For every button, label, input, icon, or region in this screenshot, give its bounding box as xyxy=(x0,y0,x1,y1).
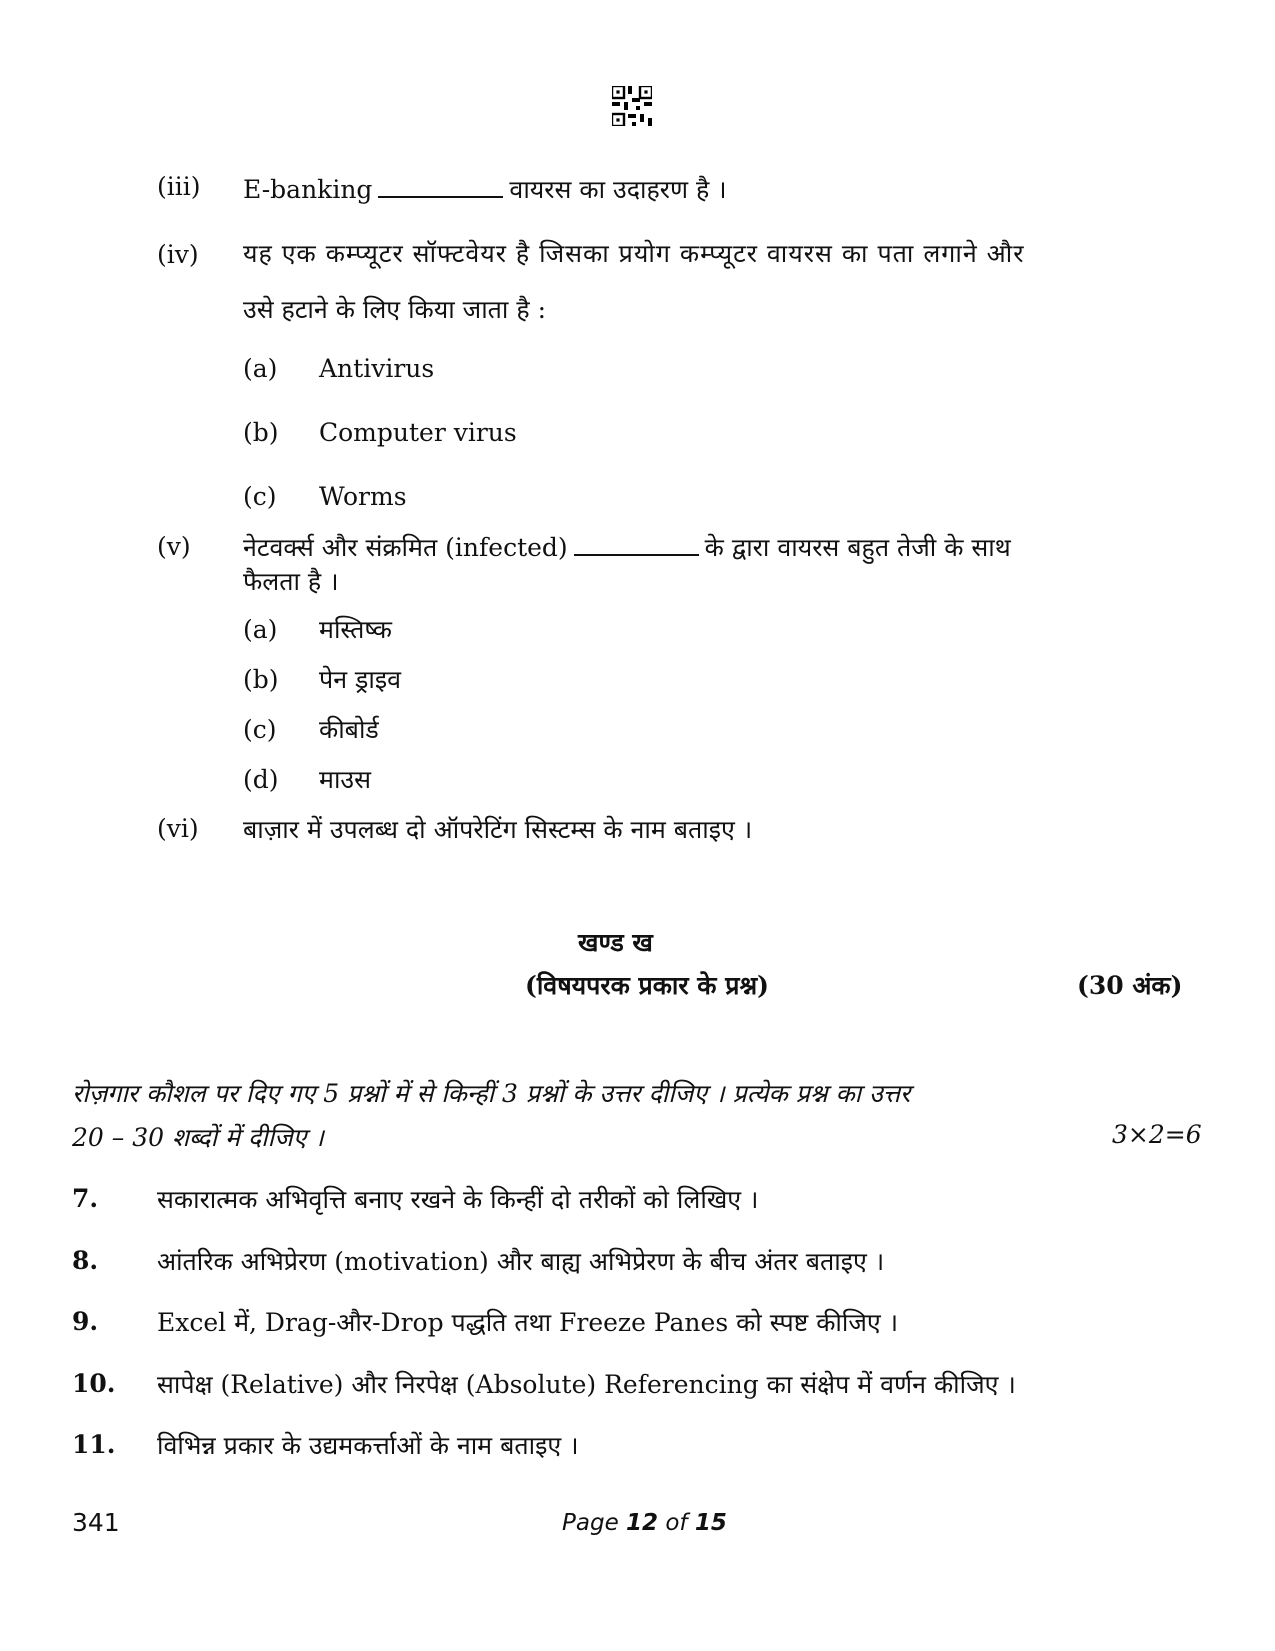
question-iv-number: (iv) xyxy=(157,240,199,269)
question-v-text-before: नेटवर्क्स और संक्रमित (infected) xyxy=(243,533,568,562)
question-iii-text xyxy=(243,172,727,206)
page-number xyxy=(562,1510,727,1536)
section-title: खण्ड ख xyxy=(578,928,653,957)
question-text: विभिन्न प्रकार के उद्यमकर्त्ताओं के नाम बताइए । xyxy=(157,1431,579,1460)
question-v-number: (v) xyxy=(157,532,191,561)
question-iii-text-before: E-banking xyxy=(243,175,373,204)
option-label: (c) xyxy=(243,482,277,511)
question-iii-number: (iii) xyxy=(157,172,201,201)
question-v-line1 xyxy=(243,530,1011,564)
paper-code: 341 xyxy=(72,1508,120,1537)
option-label: (b) xyxy=(243,665,279,694)
qr-code xyxy=(612,86,652,130)
section-marks: (30 अंक) xyxy=(1077,971,1183,1000)
question-text: सकारात्मक अभिवृत्ति बनाए रखने के किन्हीं दो तरीकों को लिखिए । xyxy=(157,1185,759,1214)
option-text: माउस xyxy=(319,765,372,794)
question-iv-line1: यह एक कम्प्यूटर सॉफ्टवेयर है जिसका प्रयोग कम्प्यूटर वायरस का पता लगाने और xyxy=(243,239,1025,268)
option-text: पेन ड्राइव xyxy=(319,665,402,694)
question-text: आंतरिक अभिप्रेरण (motivation) और बाह्य अभिप्रेरण के बीच अंतर बताइए । xyxy=(157,1247,885,1276)
question-vi-number: (vi) xyxy=(157,814,199,843)
question-number: 8. xyxy=(72,1246,99,1275)
fill-blank xyxy=(574,536,699,556)
option-label: (a) xyxy=(243,354,278,383)
question-iv-line2: उसे हटाने के लिए किया जाता है : xyxy=(243,295,547,324)
option-label: (a) xyxy=(243,615,278,644)
option-text: Computer virus xyxy=(319,418,517,447)
fill-blank xyxy=(378,178,503,198)
option-label: (d) xyxy=(243,765,279,794)
page-total: 15 xyxy=(694,1510,727,1536)
option-text: मस्तिष्क xyxy=(319,615,392,644)
question-v-text-after: के द्वारा वायरस बहुत तेजी के साथ xyxy=(704,533,1011,562)
page-of: of xyxy=(658,1510,695,1536)
instruction-line1: रोज़गार कौशल पर दिए गए 5 प्रश्नों में से किन्हीं 3 प्रश्नों के उत्तर दीजिए । प्रत्येक प्रश्न का उत्तर xyxy=(72,1079,911,1108)
qr-code-icon xyxy=(612,86,652,126)
instruction-line2: 20 – 30 शब्दों में दीजिए । xyxy=(72,1123,324,1152)
question-vi-text: बाज़ार में उपलब्ध दो ऑपरेटिंग सिस्टम्स के नाम बताइए । xyxy=(243,815,753,844)
question-number: 11. xyxy=(72,1430,116,1459)
question-number: 7. xyxy=(72,1184,99,1213)
option-text: Antivirus xyxy=(319,354,435,383)
question-number: 10. xyxy=(72,1369,116,1398)
page-prefix: Page xyxy=(562,1510,627,1536)
question-text: सापेक्ष (Relative) और निरपेक्ष (Absolute) Referencing का संक्षेप में वर्णन कीजिए । xyxy=(157,1370,1016,1399)
option-text: कीबोर्ड xyxy=(319,715,379,744)
page-current: 12 xyxy=(626,1510,659,1536)
question-iii-text-after: वायरस का उदाहरण है । xyxy=(509,175,727,204)
option-label: (b) xyxy=(243,418,279,447)
option-label: (c) xyxy=(243,715,277,744)
question-number: 9. xyxy=(72,1307,99,1336)
option-text: Worms xyxy=(319,482,407,511)
section-subtitle: (विषयपरक प्रकार के प्रश्न) xyxy=(525,971,769,1000)
question-text: Excel में, Drag-और-Drop पद्धति तथा Freeze Panes को स्पष्ट कीजिए । xyxy=(157,1308,899,1337)
instruction-marks: 3×2=6 xyxy=(1112,1120,1202,1149)
question-v-line2: फैलता है । xyxy=(243,567,339,596)
